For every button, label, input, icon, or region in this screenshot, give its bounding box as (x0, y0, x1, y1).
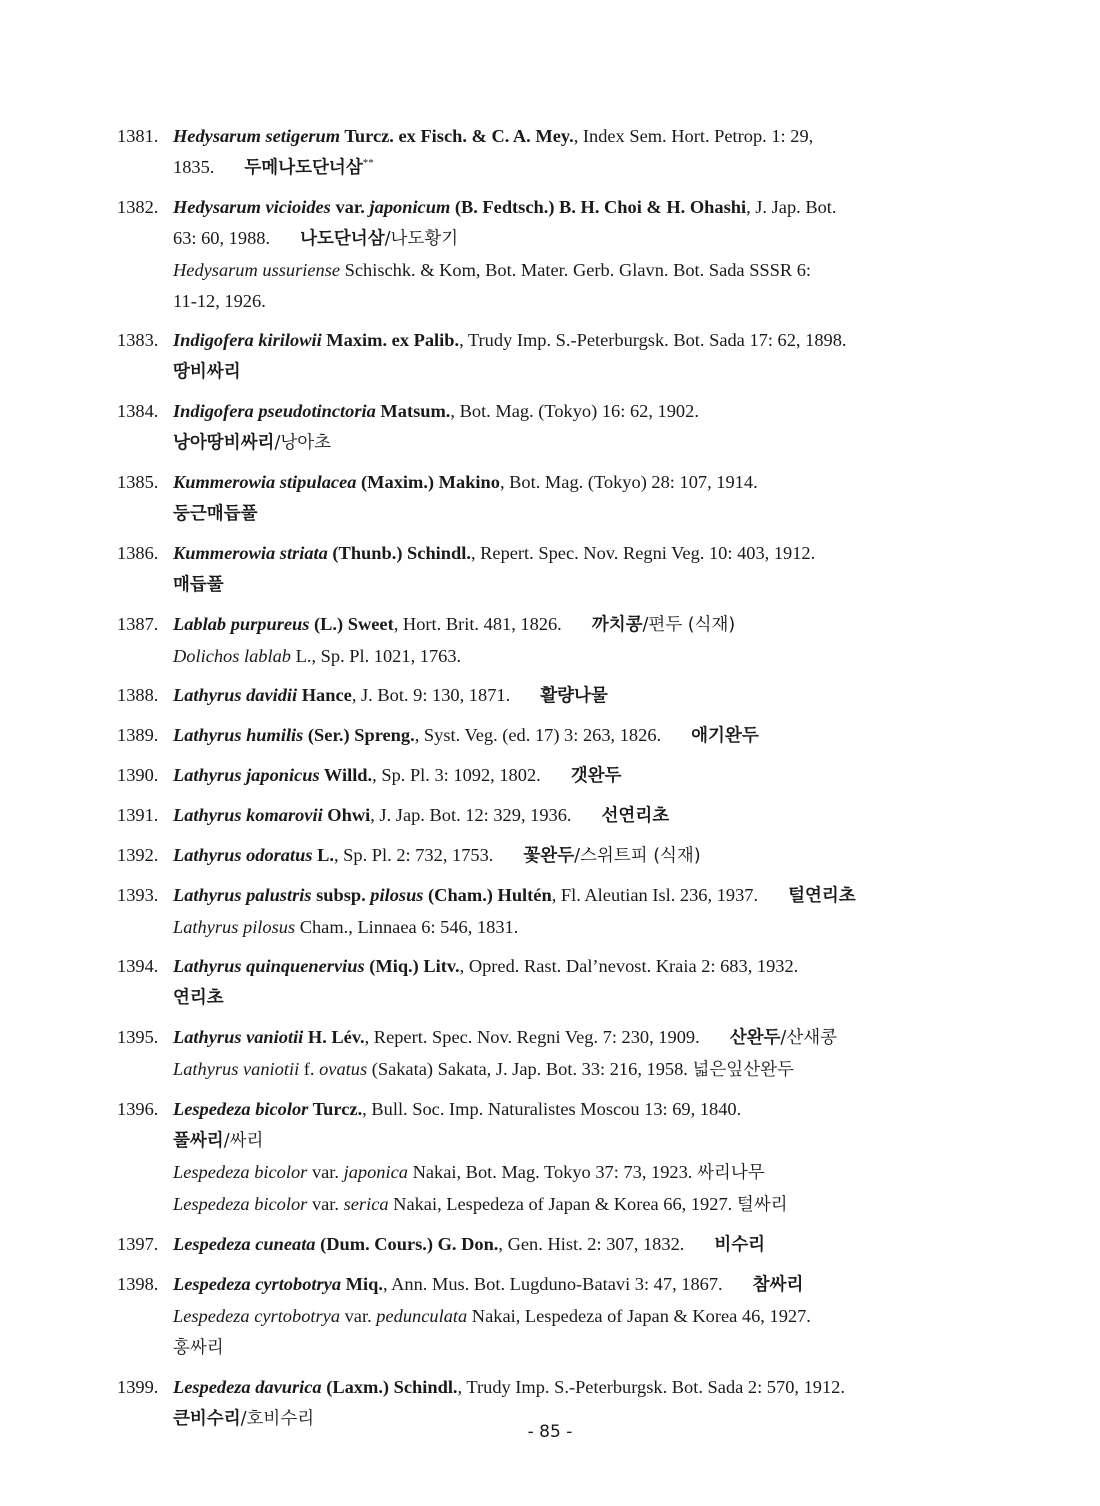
entry-continuation-line (173, 356, 977, 388)
entry-continuation-line (173, 912, 977, 943)
scientific-name: pilosus (370, 885, 424, 905)
species-entry (117, 1094, 977, 1221)
reference-text: , Trudy Imp. S.-Peterburgsk. Bot. Sada 2: 570, 1912. (457, 1377, 845, 1397)
entry-number: 1385. (117, 472, 159, 492)
entry-number: 1398. (117, 1274, 159, 1294)
species-entry (117, 396, 977, 459)
author-citation: (Ser.) Spreng. (303, 725, 415, 745)
entry-continuation-line (173, 1125, 977, 1157)
scientific-name: Hedysarum vicioides (173, 197, 331, 217)
entry-continuation-line (173, 1054, 977, 1086)
author-citation: H. Lév. (303, 1027, 365, 1047)
korean-name: 까치콩 (591, 615, 643, 635)
author-citation: Miq. (341, 1274, 383, 1294)
page-number: - 85 - (527, 1422, 573, 1442)
scientific-name: Lathyrus vaniotii (173, 1027, 304, 1047)
korean-name: 산완두 (729, 1028, 781, 1048)
reference-text: 11-12, 1926. (173, 291, 266, 311)
author-citation: (L.) Sweet (309, 614, 394, 634)
korean-name: 연리초 (173, 988, 224, 1008)
author-citation: Turcz. (308, 1099, 363, 1119)
scientific-name: Lespedeza cyrtobotrya (173, 1274, 342, 1294)
entry-continuation-line (173, 1189, 977, 1221)
reference-text: , Bot. Mag. (Tokyo) 16: 62, 1902. (450, 401, 699, 421)
reference-text: , Repert. Spec. Nov. Regni Veg. 7: 230, 1909. (364, 1027, 700, 1047)
accepted-name-line (173, 720, 977, 752)
species-entry (117, 1229, 977, 1261)
accepted-name-line (173, 800, 977, 832)
reference-text: (Sakata) Sakata, J. Jap. Bot. 33: 216, 1958. (367, 1059, 693, 1079)
reference-text: var. (340, 1306, 377, 1326)
korean-name: 풀싸리 (173, 1131, 224, 1151)
korean-alt-name: /낭아초 (274, 433, 332, 453)
synonym-name: Dolichos lablab (173, 646, 292, 666)
korean-name: 매듭풀 (173, 575, 224, 595)
author-citation: subsp. (311, 885, 371, 905)
species-entry (117, 680, 977, 712)
scientific-name: Lathyrus odoratus (173, 845, 313, 865)
reference-text: , Fl. Aleutian Isl. 236, 1937. (551, 885, 759, 905)
entry-continuation-line (173, 569, 977, 601)
entry-number: 1389. (117, 725, 159, 745)
scientific-name: Lathyrus palustris (173, 885, 312, 905)
reference-text: , Ann. Mus. Bot. Lugduno-Batavi 3: 47, 1867. (382, 1274, 723, 1294)
reference-text: , Gen. Hist. 2: 307, 1832. (498, 1234, 685, 1254)
entry-continuation-line (173, 255, 977, 286)
author-citation: Maxim. ex Palib. (321, 330, 460, 350)
reference-text: , J. Jap. Bot. 12: 329, 1936. (370, 805, 572, 825)
species-entry (117, 880, 977, 943)
synonym-name: Lespedeza cyrtobotrya (173, 1306, 341, 1326)
reference-text: Nakai, Lespedeza of Japan & Korea 46, 1927. (467, 1306, 811, 1326)
reference-text: Cham., Linnaea 6: 546, 1831. (295, 917, 519, 937)
reference-text: Nakai, Bot. Mag. Tokyo 37: 73, 1923. (407, 1162, 698, 1182)
korean-alt-name: 싸리나무 (697, 1163, 765, 1183)
author-citation: (Thunb.) Schindl. (327, 543, 471, 563)
accepted-name-line (173, 1372, 977, 1403)
scientific-name: Lathyrus japonicus (173, 765, 320, 785)
author-citation: Willd. (319, 765, 373, 785)
reference-text: Nakai, Lespedeza of Japan & Korea 66, 1927. (388, 1194, 737, 1214)
author-citation: (Miq.) Litv. (364, 956, 460, 976)
scientific-name: Lathyrus quinquenervius (173, 956, 365, 976)
accepted-name-line (173, 1022, 977, 1054)
species-entry (117, 467, 977, 530)
entry-continuation-line (173, 223, 977, 255)
korean-name: 나도단너삼 (300, 229, 385, 249)
reference-text: var. (307, 1194, 344, 1214)
scientific-name: Lathyrus davidii (173, 685, 298, 705)
scientific-name: Kummerowia striata (173, 543, 328, 563)
species-entry (117, 951, 977, 1014)
author-citation: var. (330, 197, 370, 217)
synonym-name: Lathyrus vaniotii (173, 1059, 300, 1079)
korean-alt-name: /호비수리 (240, 1409, 315, 1429)
author-citation: Ohwi (322, 805, 371, 825)
korean-name: 비수리 (714, 1235, 766, 1255)
reference-text: , Bull. Soc. Imp. Naturalistes Moscou 13: 69, 1840. (362, 1099, 742, 1119)
author-citation: Hance (297, 685, 352, 705)
scientific-name: japonicum (369, 197, 451, 217)
scientific-name: Indigofera pseudotinctoria (173, 401, 376, 421)
korean-alt-name: /산새콩 (780, 1028, 838, 1048)
author-citation: (Laxm.) Schindl. (321, 1377, 458, 1397)
reference-text: , Opred. Rast. Dal’nevost. Kraia 2: 683, 1932. (459, 956, 799, 976)
author-citation: (B. Fedtsch.) B. H. Choi & H. Ohashi (450, 197, 747, 217)
reference-text: , Bot. Mag. (Tokyo) 28: 107, 1914. (499, 472, 758, 492)
reference-text: Schischk. & Kom, Bot. Mater. Gerb. Glavn. Bot. Sada SSSR 6: (340, 260, 812, 280)
entry-number: 1394. (117, 956, 159, 976)
reference-text: f. (299, 1059, 320, 1079)
species-entry (117, 760, 977, 792)
accepted-name-line (173, 192, 977, 223)
synonym-name: Lespedeza bicolor (173, 1194, 308, 1214)
entry-number: 1392. (117, 845, 159, 865)
korean-name: 털연리초 (788, 886, 856, 906)
korean-name: 두메나도단너삼 (244, 158, 363, 178)
scientific-name: Lathyrus komarovii (173, 805, 323, 825)
entry-continuation-line (173, 498, 977, 530)
reference-text: , Sp. Pl. 3: 1092, 1802. (372, 765, 541, 785)
reference-text: , J. Jap. Bot. (746, 197, 837, 217)
species-entry (117, 1269, 977, 1364)
korean-name: 큰비수리 (173, 1409, 241, 1429)
scientific-name: Lespedeza bicolor (173, 1099, 309, 1119)
scientific-name: Lespedeza cuneata (173, 1234, 316, 1254)
entry-number: 1391. (117, 805, 159, 825)
author-citation: L. (312, 845, 334, 865)
species-entry (117, 609, 977, 672)
accepted-name-line (173, 840, 977, 872)
species-entry (117, 121, 977, 184)
author-citation: Matsum. (375, 401, 451, 421)
accepted-name-line (173, 1269, 977, 1301)
korean-name: 애기완두 (691, 726, 759, 746)
entry-continuation-line (173, 427, 977, 459)
korean-name: 낭아땅비싸리 (173, 433, 275, 453)
accepted-name-line (173, 951, 977, 982)
accepted-name-line (173, 396, 977, 427)
species-entry (117, 538, 977, 601)
korean-name: 둥근매듭풀 (173, 504, 258, 524)
korean-alt-name: /편두 (식재) (642, 615, 736, 635)
entry-number: 1383. (117, 330, 159, 350)
accepted-name-line (173, 1229, 977, 1261)
synonym-name: serica (343, 1194, 389, 1214)
entry-number: 1386. (117, 543, 159, 563)
reference-text: 63: 60, 1988. (173, 228, 271, 248)
reference-text: , Hort. Brit. 481, 1826. (393, 614, 562, 634)
author-citation: (Dum. Cours.) G. Don. (315, 1234, 499, 1254)
accepted-name-line (173, 538, 977, 569)
footnote-marker: ** (362, 156, 374, 169)
accepted-name-line (173, 609, 977, 641)
author-citation: (Cham.) Hultén (423, 885, 552, 905)
accepted-name-line (173, 1094, 977, 1125)
entry-number: 1397. (117, 1234, 159, 1254)
species-entry (117, 192, 977, 317)
entry-number: 1387. (117, 614, 159, 634)
species-list (117, 121, 977, 1443)
scientific-name: Kummerowia stipulacea (173, 472, 357, 492)
scientific-name: Lathyrus humilis (173, 725, 304, 745)
synonym-name: japonica (343, 1162, 408, 1182)
species-entry (117, 1022, 977, 1086)
author-citation: (Maxim.) Makino (356, 472, 500, 492)
korean-name: 꽃완두 (523, 846, 575, 866)
synonym-name: ovatus (319, 1059, 368, 1079)
synonym-name: Lespedeza bicolor (173, 1162, 308, 1182)
accepted-name-line (173, 880, 977, 912)
author-citation: Turcz. ex Fisch. & C. A. Mey. (340, 126, 574, 146)
reference-text: var. (307, 1162, 344, 1182)
entry-number: 1399. (117, 1377, 159, 1397)
entry-continuation-line (173, 982, 977, 1014)
accepted-name-line (173, 121, 977, 152)
entry-number: 1384. (117, 401, 159, 421)
korean-name: 선연리초 (601, 806, 670, 826)
reference-text: 1835. (173, 157, 215, 177)
korean-alt-name: /나도황기 (384, 229, 459, 249)
entry-continuation-line (173, 1332, 977, 1364)
accepted-name-line (173, 680, 977, 712)
entry-number: 1395. (117, 1027, 159, 1047)
entry-continuation-line (173, 286, 977, 317)
korean-name: 땅비싸리 (173, 362, 241, 382)
korean-name: 갯완두 (570, 766, 622, 786)
entry-number: 1393. (117, 885, 159, 905)
entry-continuation-line (173, 1157, 977, 1189)
reference-text: , Sp. Pl. 2: 732, 1753. (333, 845, 494, 865)
species-entry (117, 720, 977, 752)
synonym-name: Hedysarum ussuriense (173, 260, 341, 280)
species-entry (117, 840, 977, 872)
scientific-name: Lablab purpureus (173, 614, 310, 634)
species-entry (117, 325, 977, 388)
synonym-name: Lathyrus pilosus (173, 917, 296, 937)
korean-alt-name: 홍싸리 (173, 1338, 224, 1358)
synonym-name: pedunculata (376, 1306, 468, 1326)
korean-name: 참싸리 (752, 1275, 804, 1295)
korean-alt-name: 털싸리 (736, 1195, 788, 1215)
entry-number: 1396. (117, 1099, 159, 1119)
reference-text: , J. Bot. 9: 130, 1871. (351, 685, 511, 705)
korean-name: 활량나물 (540, 686, 608, 706)
reference-text: , Repert. Spec. Nov. Regni Veg. 10: 403, 1912. (470, 543, 816, 563)
korean-alt-name: /싸리 (223, 1131, 264, 1151)
accepted-name-line (173, 467, 977, 498)
entry-number: 1381. (117, 126, 159, 146)
korean-alt-name: 넓은잎산완두 (692, 1060, 794, 1080)
reference-text: , Syst. Veg. (ed. 17) 3: 263, 1826. (414, 725, 662, 745)
entry-continuation-line (173, 641, 977, 672)
entry-number: 1390. (117, 765, 159, 785)
entry-number: 1382. (117, 197, 159, 217)
reference-text: , Index Sem. Hort. Petrop. 1: 29, (573, 126, 814, 146)
scientific-name: Indigofera kirilowii (173, 330, 322, 350)
entry-continuation-line (173, 152, 977, 184)
accepted-name-line (173, 760, 977, 792)
reference-text: L., Sp. Pl. 1021, 1763. (291, 646, 462, 666)
species-entry (117, 800, 977, 832)
accepted-name-line (173, 325, 977, 356)
korean-alt-name: /스위트피 (식재) (574, 846, 701, 866)
scientific-name: Hedysarum setigerum (173, 126, 341, 146)
entry-continuation-line (173, 1301, 977, 1332)
entry-number: 1388. (117, 685, 159, 705)
reference-text: , Trudy Imp. S.-Peterburgsk. Bot. Sada 17: 62, 1898. (459, 330, 847, 350)
scientific-name: Lespedeza davurica (173, 1377, 322, 1397)
